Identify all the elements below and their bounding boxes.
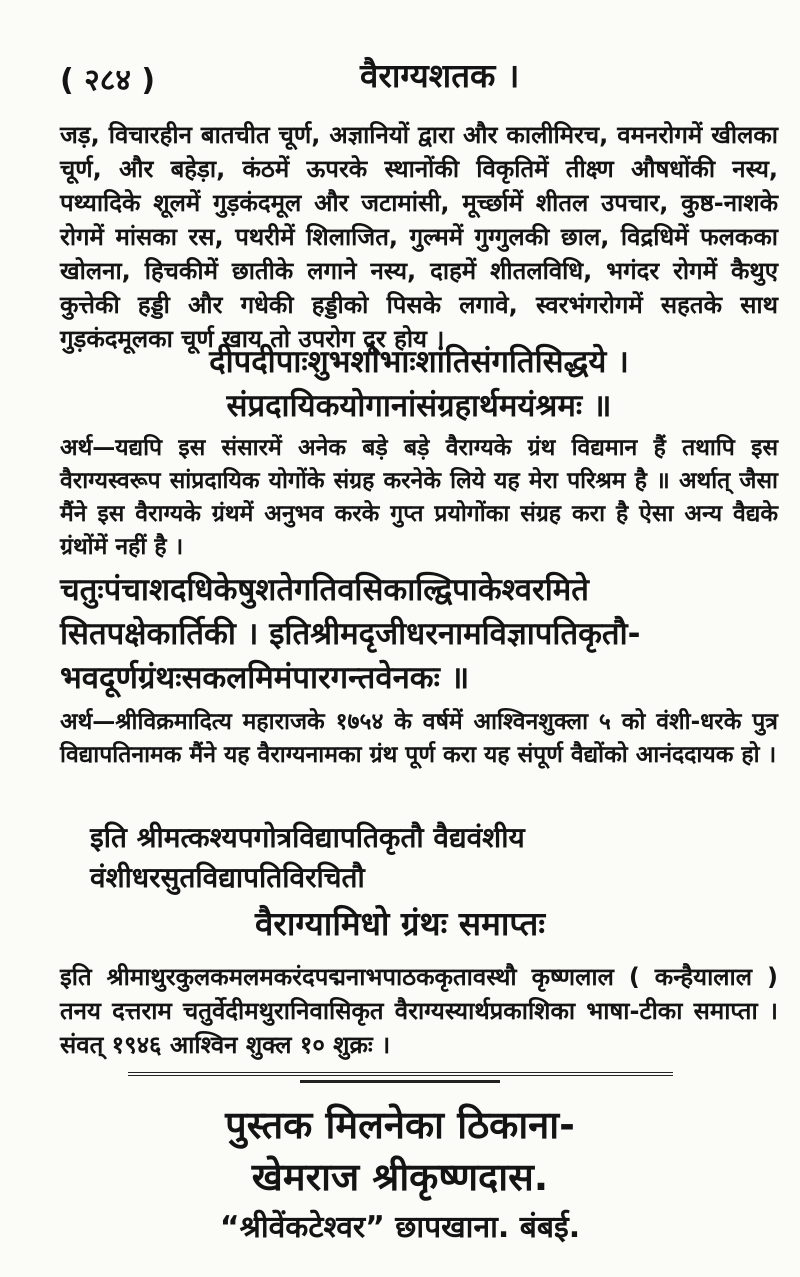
verse-1-line-2: संप्रदायिकयोगानांसंग्रहार्थमयंश्रमः ॥ (226, 388, 612, 424)
body-paragraph: जड़, विचारहीन बातचीत चूर्ण, अज्ञानियों द्वारा और कालीमिरच, वमनरोगमें खीलका चूर्ण, और बहेड़ा, कंठमें ऊपरके स्थानोंकी विकृतिमें तीक्ष्ण औषधोंकी नस्य, पथ्यादिके शूलमें गुड़कंदमूल और जटामांसी, मूर्च्छामें शीतल उपचार, कुष्ठ-नाशके रोगमें मांसका रस, पथरीमें शिलाजित, गुल्ममें गुग्गुलकी छाल, विद्रधिमें फलकका खोलना, हिचकीमें छातीके लगाने नस्य, दाहमें शीतलविधि, भगंदर रोगमें कैथुए कुत्तेकी हड्डी और गधेकी हड्डीको पिसके लगावे, स्वरभंगरोगमें सहतके साथ गुड़कंदमूलका चूर्ण खाय तो उपरोग दूर होय । (60, 121, 778, 353)
verse-2-line-2: सितपक्षेकार्तिकी । इतिश्रीमदृजीधरनामविज्ञापतिकृतौ- (60, 616, 641, 652)
verse-2-line-3: भवदूर्णग्रंथःसकलमिमंपारगन्तवेनकः ॥ (60, 660, 470, 696)
verse-1 (60, 340, 778, 428)
page-number: ( २८४ ) (60, 63, 156, 98)
commentary-2: अर्थ—श्रीविक्रमादित्य महाराजके १७५४ के वर्षमें आश्विनशुक्ला ५ को वंशी-धरके पुत्र विद्यापतिनामक मैंने यह वैराग्यनामका ग्रंथ पूर्ण करा यह संपूर्ण वैद्योंको आनंददायक हो । (60, 709, 778, 768)
verse-1-line-1: दीपदीपाःशुभशोभाःशांतिसंगतिसिद्धये । (209, 344, 629, 380)
colophon-line-2: वैराग्यामिधो ग्रंथः समाप्तः (254, 904, 546, 943)
colophon-line-1: इति श्रीमत्कश्यपगोत्रविद्यापतिकृतौ वैद्यवंशीय वंशीधरसुतविद्यापतिविरचितौ (90, 821, 525, 894)
verse-2-line-1: चतुःपंचाशदधिकेषुशतेगतिवसिकाल्द्विपाकेश्वरमिते (60, 572, 589, 608)
page-header (60, 52, 772, 102)
running-title: वैराग्यशतक । (360, 56, 520, 95)
seller-press: “श्रीवेंकटेश्वर” छापखाना. बंबई. (219, 1210, 581, 1245)
divider-rule (128, 1072, 673, 1076)
verse-2 (60, 568, 778, 700)
seller-name: खेमराज श्रीकृष्णदास. (251, 1155, 549, 1199)
seller-heading: पुस्तक मिलनेका ठिकाना- (225, 1103, 575, 1147)
divider-rule-short (300, 1080, 500, 1083)
commentary-1: अर्थ—यद्यपि इस संसारमें अनेक बड़े बड़े वैराग्यके ग्रंथ विद्यमान हैं तथापि इस वैराग्यस्वरूप सांप्रदायिक योगोंके संग्रह करनेके लिये यह मेरा परिश्रम है ॥ अर्थात् जैसा मैंने इस वैराग्यके ग्रंथमें अनुभव करके गुप्त प्रयोगोंका संग्रह करा है ऐसा अन्य वैद्यके ग्रंथोंमें नहीं है । (60, 435, 778, 560)
publication-note: इति श्रीमाथुरकुलकमलमकरंदपद्मनाभपाठककृतावस्थौ कृष्णलाल ( कन्हैयालाल ) तनय दत्तराम चतुर्वेदीमथुरानिवासिकृत वैराग्यस्यार्थप्रकाशिका भाषा-टीका समाप्ता । संवत् १९४६ आश्विन शुक्ल १० शुक्रः । (60, 963, 778, 1059)
